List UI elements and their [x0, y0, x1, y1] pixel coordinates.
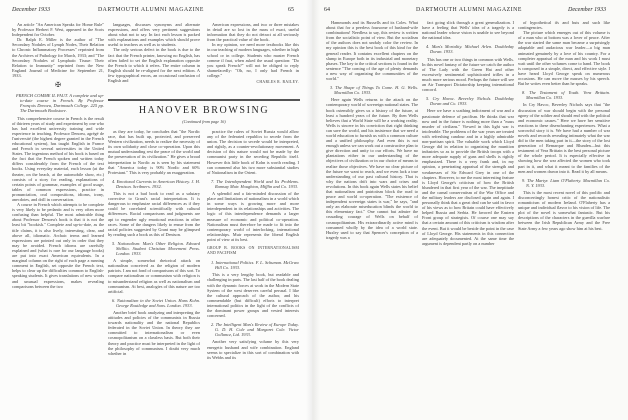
paragraph: languages, discusses synonyms and alternate expressions, and offers very pertinent suggestions about what not to say. In fact each lesson is packed with explanations and examples which should prove useful to teachers as well as to students.	[108, 22, 200, 48]
paragraph: The only serious defect in the book is due to the fact that the French printer, knowing no English, has often failed to set the English explanation opposite the French to which it refers. The entire column in English should be re-aligned for the next edition. A few typographical errors, an occasional confusion of English and	[108, 47, 200, 84]
paragraph: An article "An American Speaks for Home Rule" by Professor Herbert F. West, appeared in the Scots Independent for October.	[12, 22, 104, 38]
paragraph: fact going slick through a great generalization. I have a feeling that Wells' idea of a tragedy is a national leader whose vision is unable to see beyond the national idea.	[422, 20, 514, 41]
paragraph: Another brief book analyzing and interpreting the attitudes and policies of the communists in Russia towards nationality and the national Republics federated in the Soviet Union. In theory they are committed to internationalism or even cosmopolitanism on a classless basis. But both their theory and practice must be interpreted in the light of the philosophy of communism. I doubt very much whether in	[108, 310, 200, 356]
column-3-top	[207, 22, 299, 98]
ornament: ✠	[55, 81, 61, 90]
paragraph: This is the most recent novel of this prolific and disconcertingly honest critic of the nationalistic romanticism of modern Ireland. O'Flaherty has a unique and individual flavor to his vision of life. The plot of the novel is somewhat fantastic. But his descriptions of the characters in the guerilla warfare between the Irish Republican Army and the Free State Army a few years ago show him at his best.	[518, 189, 610, 231]
section-title: HANOVER BROWSING	[138, 105, 270, 116]
page-gutter	[306, 0, 320, 420]
book-entry: 2. The Intelligent Man's Review of Europe Today. G. D. H. Cole and Margaret Cole. Victor Gollancz, Ltd. 1933.	[211, 322, 299, 338]
paragraph: In my opinion, we need more textbooks like this in our teaching of modern languages, whether in high school or in college. Students who master French comme il faut, when asked the usual question: "Do you speak French?" will not be obliged to reply shamefacedly: "Oh, no, I only had French in college."	[207, 42, 299, 78]
page-date: December 1933	[12, 7, 51, 13]
book-entry: 7. The Interdependent World and Its Problems. Ramsay Muir. Houghton, Mifflin and Co. 1933.	[211, 178, 299, 189]
book-entry: 9. The Martyr. Liam O'Flaherty. Macmillan Co. N. Y. 1933.	[522, 177, 610, 188]
section-subtitle: (Continued from page 16)	[182, 119, 226, 124]
running-header: DARTMOUTH ALUMNI MAGAZINE	[416, 7, 522, 13]
paragraph: of hypothetical ifs and buts and such like contingencies.	[518, 20, 610, 31]
paragraph: as they are today, he concludes that "the Nordic race, that has built up, protected, and preserved Western civilization, needs to realize the necessity of its own solidarity and close co-operation. Upon this mutual understanding rest the peace of the world and the preservation of its civilization." He gives a broad interpretation to Nordic as is seen by his statement that "America today is 90% Nordic and 60% Protestant." This is very probably an exaggeration.	[108, 129, 200, 175]
book-entry: 5. Cry Havoc. Beverley Nichols. Doubleday Doran and Co. 1933.	[426, 96, 514, 107]
column-1	[326, 20, 418, 400]
book-entry: 8. The Testament of Youth. Vera Brittain. Macmillan Co. 1933.	[522, 90, 610, 101]
running-header: DARTMOUTH ALUMNI MAGAZINE	[98, 7, 204, 13]
paragraph: Another very satisfying volume by this very energetic husband and wife combination. England seems to specialize in this sort of combination with its Webbs and its	[207, 339, 299, 360]
paragraph: The picture which emerges out of this volume is of a man who at bottom was a lover of peace. After the war started the same man became a surprisingly adaptable and audacious war leader—a big man animated genuinely by a love of his country. For a completer appraisal of the man and his work I must wait until the other volumes come to hand. The book is composed in a simple, direct, and effective style. I have heard Lloyd George speak on numerous occasions. He can move the masses by his speech. But he writes even better than he speaks.	[518, 30, 610, 87]
book-entry: 6. Nationalism in the Soviet Union. Hans Kohn. George Routledge and Sons. London. 1933.	[112, 297, 200, 308]
paragraph: This is not a bad book to read as a salutary corrective to Grant's racial interpretation. It is dangerous to emphasize racial differences as if they could be correlated scientifically with cultural differences. Racial comparisons and judgments are apt to engender ugly emotional reactions in other races. Some of the dangers likely to ensue from the racial policies suggested by Grant may be glimpsed by reading such a book as this of Denison.	[108, 191, 200, 237]
group-heading: GROUP B. BOOKS ON INTERNATIONALISM AND PACIFISM	[207, 245, 299, 256]
column-3	[518, 20, 610, 400]
column-2-top	[108, 22, 200, 94]
paragraph: This has one or two things in common with Wells. In this novel fantasy of the future we catch the author of The Lady with the Green Hat and other excessively sentimental sophisticated trifles in a much more serious mood. Perhaps the future will see an Air Transport Dictatorship keeping international concord.	[422, 56, 514, 93]
paragraph: American expressions, and two or three mistakes in detail are so lost in the mass of exact, useful information that they do not detract at all seriously from the practical value of the book.	[207, 22, 299, 43]
left-page	[0, 0, 312, 420]
paragraph: In Cry Havoc, Beverley Nichols says that "the discussion of war should begin with the personal agony of the soldier and should end with the political and economic causes." Here we have her sensitive reactions to these disenchanting experiences. What a sorrowful story it is. We have had a number of war novels and records revealing intimately what the war did to the men taking part in it—the story of the lost generation of Remarque and Blunden—but this testament of Vera Brittain is the best personal picture of the whole period. It is especially effective in showing how the war affected the women who took part in it, and what it meant to the families of the men and women drawn into it. Read it by all means.	[518, 102, 610, 174]
right-page	[312, 0, 628, 420]
page-number: 65	[288, 7, 294, 13]
book-entry: 5. Nationalism: Man's Other Religion. Edward Shillito. Student Christian Movement Press. London. 1933.	[112, 240, 200, 257]
column-3-bottom	[207, 129, 299, 400]
column-2	[422, 20, 514, 400]
paragraph: practice the rulers of Soviet Russia would allow any of the federated republics to secede from the union. The decision to secede would be interpreted, and rightly, as a counter-revolutionary movement. A decision of this nature would not be made by the communist party in the seceding Republic itself. However this little book of Kohn is worth reading. I can commend also his two more substantial studies of Nationalism in the Orient.	[207, 129, 299, 175]
column-2-bottom	[108, 129, 200, 400]
book-entry: FRENCH COMME IL FAUT. A complete and up-to-date course in French. By Professor François Denoeu, Dartmouth College. 225 pp. The Dartmouth Bookstore.	[16, 93, 104, 114]
paragraph: A course in French which attempts to be complete is very likely to be pedantic and is very often more confusing than helpful. The most admirable thing about Professor Denoeu's book is that it is not the least bit "bookish." Complete and up-to-date, as the title claims, it is also lively, interesting, clear, and above all, idiomatic. Archaic terms and learned expressions are pointed out only in order that they may be avoided. French idioms are carefully explained and (what is rare for our language books) are put into exact American equivalents. In a marginal column on the right of each page a running comment in English, set opposite the French text, helps to clear up the difficulties common to English-speaking students. It gives translations of new words and unusual expressions, makes revealing comparisons between the two	[12, 202, 104, 289]
paragraph: Hammonds and its Russells and its Coles. What about that for a peerless foursome of husband-wife combinations! Needless to say, this review is written from the socialistic point of view. But the socialism of the authors does not unduly color the review. In my opinion this is the best book of this kind for the general reader. It contains excellent chapters on the slump in Europe both in its industrial and monetary phases. The key to the critical sections is found in the sentence "The coming of the age of plenty demands a new way of organizing the communities of the world."	[326, 20, 418, 82]
paragraph: Dr. Ralph E. Miller is the author of "The Secondary Nodules of Lymph Nodes, Their Relation to Chronic Inflammatory Processes" reprinted from the Archives of Pathology for March, 1933; and "The Secondary Nodules of Lymphatic Tissue: Their Relation to Immunity" reprinted from the New England Journal of Medicine for September 21, 1933.	[12, 37, 104, 78]
page-number: 64	[324, 7, 330, 13]
paragraph: Here we have a scathing indictment of war and a passionate defence of pacifism. He thinks that war now and in the future is nothing more than a "mass murder of civilians." Viewed in this light war is intolerable. The problems of the war years are treated with refreshing candour and in a highly admirable non-partisan spirit. The valuable work which Lloyd George did in relation to organizing the munition industries so as to provide the British troops with a more adequate supply of guns and shells is rightly emphasized. There is a very frank and, in my opinion, a penetrating appraisal of the strength and weaknesses of Sir Edward Grey in one of the chapters. However, to me the most interesting feature is Lloyd George's criticism of how the British blundered in that first year of the war. The ineptitude and the carnal conservatism of the War Office and the military leaders are disclosed again and again. I personally think that a great deal can be said in favor of his views as to how Britain could have effectively helped Russia and Serbia. He favored the Eastern Front group of strategists. Of course one may say that a certain amount of this criticism is wisdom after the event. But it would be beside the point in the case of Lloyd George. His statements in this connection are adequately documented. At the same time the argument is dependent partly on a number	[422, 108, 514, 246]
paragraph: Here again Wells returns to the attack on the contemporary world of sovereign national states. The book ostensibly gives us a history of the future, at least a hundred years of the future. By then Wells believes that a World State will be a working reality. Wells is sincere in his conviction that right thinking can save the world, and his insistence that we need a world education to furnish us with a common culture and a unified philosophy. And even this is not enough unless we can work out a constructive plan to give direction and unity to our efforts. We have no plantations either in our understanding of the objectives of civilization or in our choice of means to realize those objectives. We have no clear picture of the future we want to reach, and we even lack a true understanding of our past cultural history. That is why the nations drift into wars and crises and revolutions. In this book again Wells states his belief that nationalism and patriotism block the road to peace and world co-operation. "The existence of independent sovereign states is war," he says, "and only an elaborate miseducation blinds the world to this elementary fact." One cannot but admire the crusading courage of Wells on behalf of cosmopolitanism. His extraordinarily active mind is consumed wholly by the idea of a world state. Huxley used to say that Spencer's conception of a tragedy was a	[326, 97, 418, 240]
signature: CHARLES R. BAILEY.	[256, 80, 299, 85]
paragraph: A splendid and a fair-minded discussion of the place and limitations of nationalism in a world which in some ways is growing more and more interdependent in its relationships and activities. The logic of this interdependence demands a larger measure of economic and political co-operation. Nationalism must therefore be made to fit into the contemporary world of interlocking, international relationships. Muir represents the liberal English point of view at its best.	[207, 191, 299, 242]
page-date: December 1933	[568, 7, 607, 13]
paragraph: This comprehensive course in French is the result of thirteen years of study and experiment by one who has had excellent university training and wide experience in teaching. Professor Denoeu, agrégé de l'université (the highest degree granted in the French educational system), has taught English in France and French in several universities in the United States. The ingenious method of his book is based on the fact that the French spoken and written today differs considerably from the French of the text books. Using everyday material, each lesson (at the theater, on the beach, at the automobile show, etc.) consists of a story for reading, explanations of certain points of grammar, examples of good usage, tables of common expressions, practice in pronunciation, oral compositions, idioms, irony, anecdotes, and drill in conversation.	[12, 115, 104, 202]
book-entry: 4. Emotional Currents in American History. J. H. Denison. Scribners. 1932.	[112, 178, 200, 189]
section-rule	[108, 99, 300, 101]
paragraph: This is a very lengthy book, but readable and challenging in parts. The last half of the book dealing with the dynamic forces at work in the Modern State System of the west deserves careful perusal. I like the cultural approach of the author, and his commendable (but difficult) efforts to interpret international politics in the light of the conflicts of the dominant power groups and vested interests concerned.	[207, 272, 299, 319]
book-entry: 4. Man's Mortality. Michael Arlen. Doubleday Doran. 1933.	[426, 44, 514, 55]
book-entry: 1. International Politics. F. L. Schuman. McGraw Hill Co. 1933.	[211, 260, 299, 271]
column-1	[12, 22, 104, 400]
paragraph: A simple, somewhat rhetorical attack on nationalism conceived as the religion of modern patriots. I am not fond of comparisons of this sort. To compare nationalism or communism with religion is to misunderstand religion as well as nationalism and communism. At best, analogies of this nature are too artificial.	[108, 258, 200, 294]
book-entry: 3. The Shape of Things To Come. H. G. Wells. Macmillan Co. 1933.	[330, 85, 418, 96]
